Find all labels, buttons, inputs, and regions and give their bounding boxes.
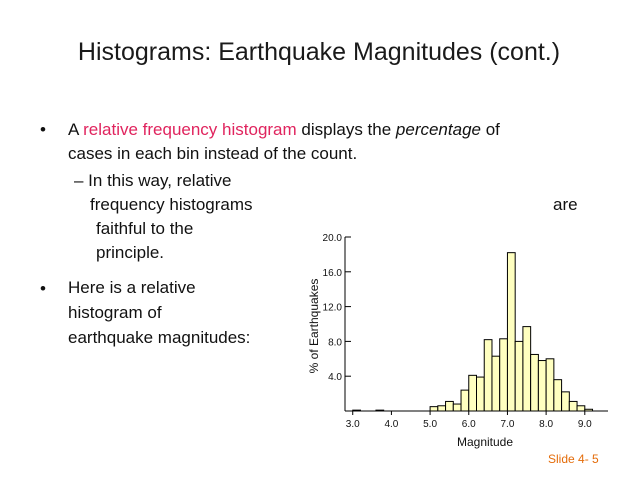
sub-bullet-line2: frequency histograms: [90, 195, 253, 214]
x-tick-label: 6.0: [461, 419, 476, 430]
bullet1-line1: A relative frequency histogram displays the percentage of: [68, 120, 500, 139]
sub-bullet-line4: principle.: [96, 243, 165, 262]
y-tick-label: 8.0: [328, 337, 342, 349]
histogram-bar: [492, 356, 500, 411]
y-tick-label: 20.0: [322, 233, 342, 244]
x-tick-label: 8.0: [539, 419, 554, 430]
histogram-bar: [523, 327, 531, 411]
sub-bullet-line1: – In this way, relative: [74, 171, 232, 190]
histogram-bar: [461, 390, 469, 411]
histogram-bar: [538, 361, 546, 411]
histogram-bar: [446, 401, 454, 411]
histogram-bar: [554, 380, 562, 411]
y-tick-label: 12.0: [322, 302, 342, 314]
relative-frequency-histogram: [300, 225, 630, 450]
x-tick-label: 9.0: [577, 419, 592, 430]
y-tick-label: 4.0: [328, 372, 342, 384]
histogram-bar: [430, 407, 438, 411]
x-tick-label: 7.0: [500, 419, 515, 430]
histogram-bar: [546, 359, 554, 411]
histogram-bar: [453, 404, 461, 411]
slide-title: Histograms: Earthquake Magnitudes (cont.): [77, 38, 561, 66]
histogram-bar: [484, 340, 492, 411]
sub-bullet-line2-end: are: [553, 195, 578, 214]
histogram-bar: [500, 339, 508, 411]
bullet1-line2: cases in each bin instead of the count.: [68, 144, 358, 163]
sub-bullet-line3: faithful to the: [96, 219, 194, 238]
bullet-marker: •: [40, 279, 46, 298]
bullet2-line3: earthquake magnitudes:: [68, 328, 251, 347]
x-axis-label: Magnitude: [456, 435, 514, 449]
histogram-bar: [577, 406, 585, 411]
highlight-term: relative frequency histogram: [83, 120, 297, 139]
x-tick-label: 5.0: [423, 419, 438, 430]
histogram-bar: [438, 406, 446, 411]
histogram-bar: [477, 377, 485, 411]
histogram-bar: [507, 253, 515, 411]
slide-number: Slide 4- 5: [548, 452, 599, 466]
bullet-marker: •: [40, 120, 46, 139]
histogram-bars: [353, 253, 593, 411]
y-axis-label: % of Earthquakes: [307, 278, 321, 374]
x-tick-label: 3.0: [345, 419, 360, 430]
x-tick-label: 4.0: [384, 419, 399, 430]
bullet2-line1: Here is a relative: [68, 278, 196, 297]
histogram-bar: [569, 401, 577, 411]
histogram-bar: [469, 375, 477, 411]
histogram-bar: [515, 341, 523, 411]
histogram-bar: [562, 392, 570, 411]
bullet2-line2: histogram of: [68, 303, 162, 322]
y-tick-label: 16.0: [322, 267, 342, 279]
histogram-bar: [531, 354, 539, 411]
